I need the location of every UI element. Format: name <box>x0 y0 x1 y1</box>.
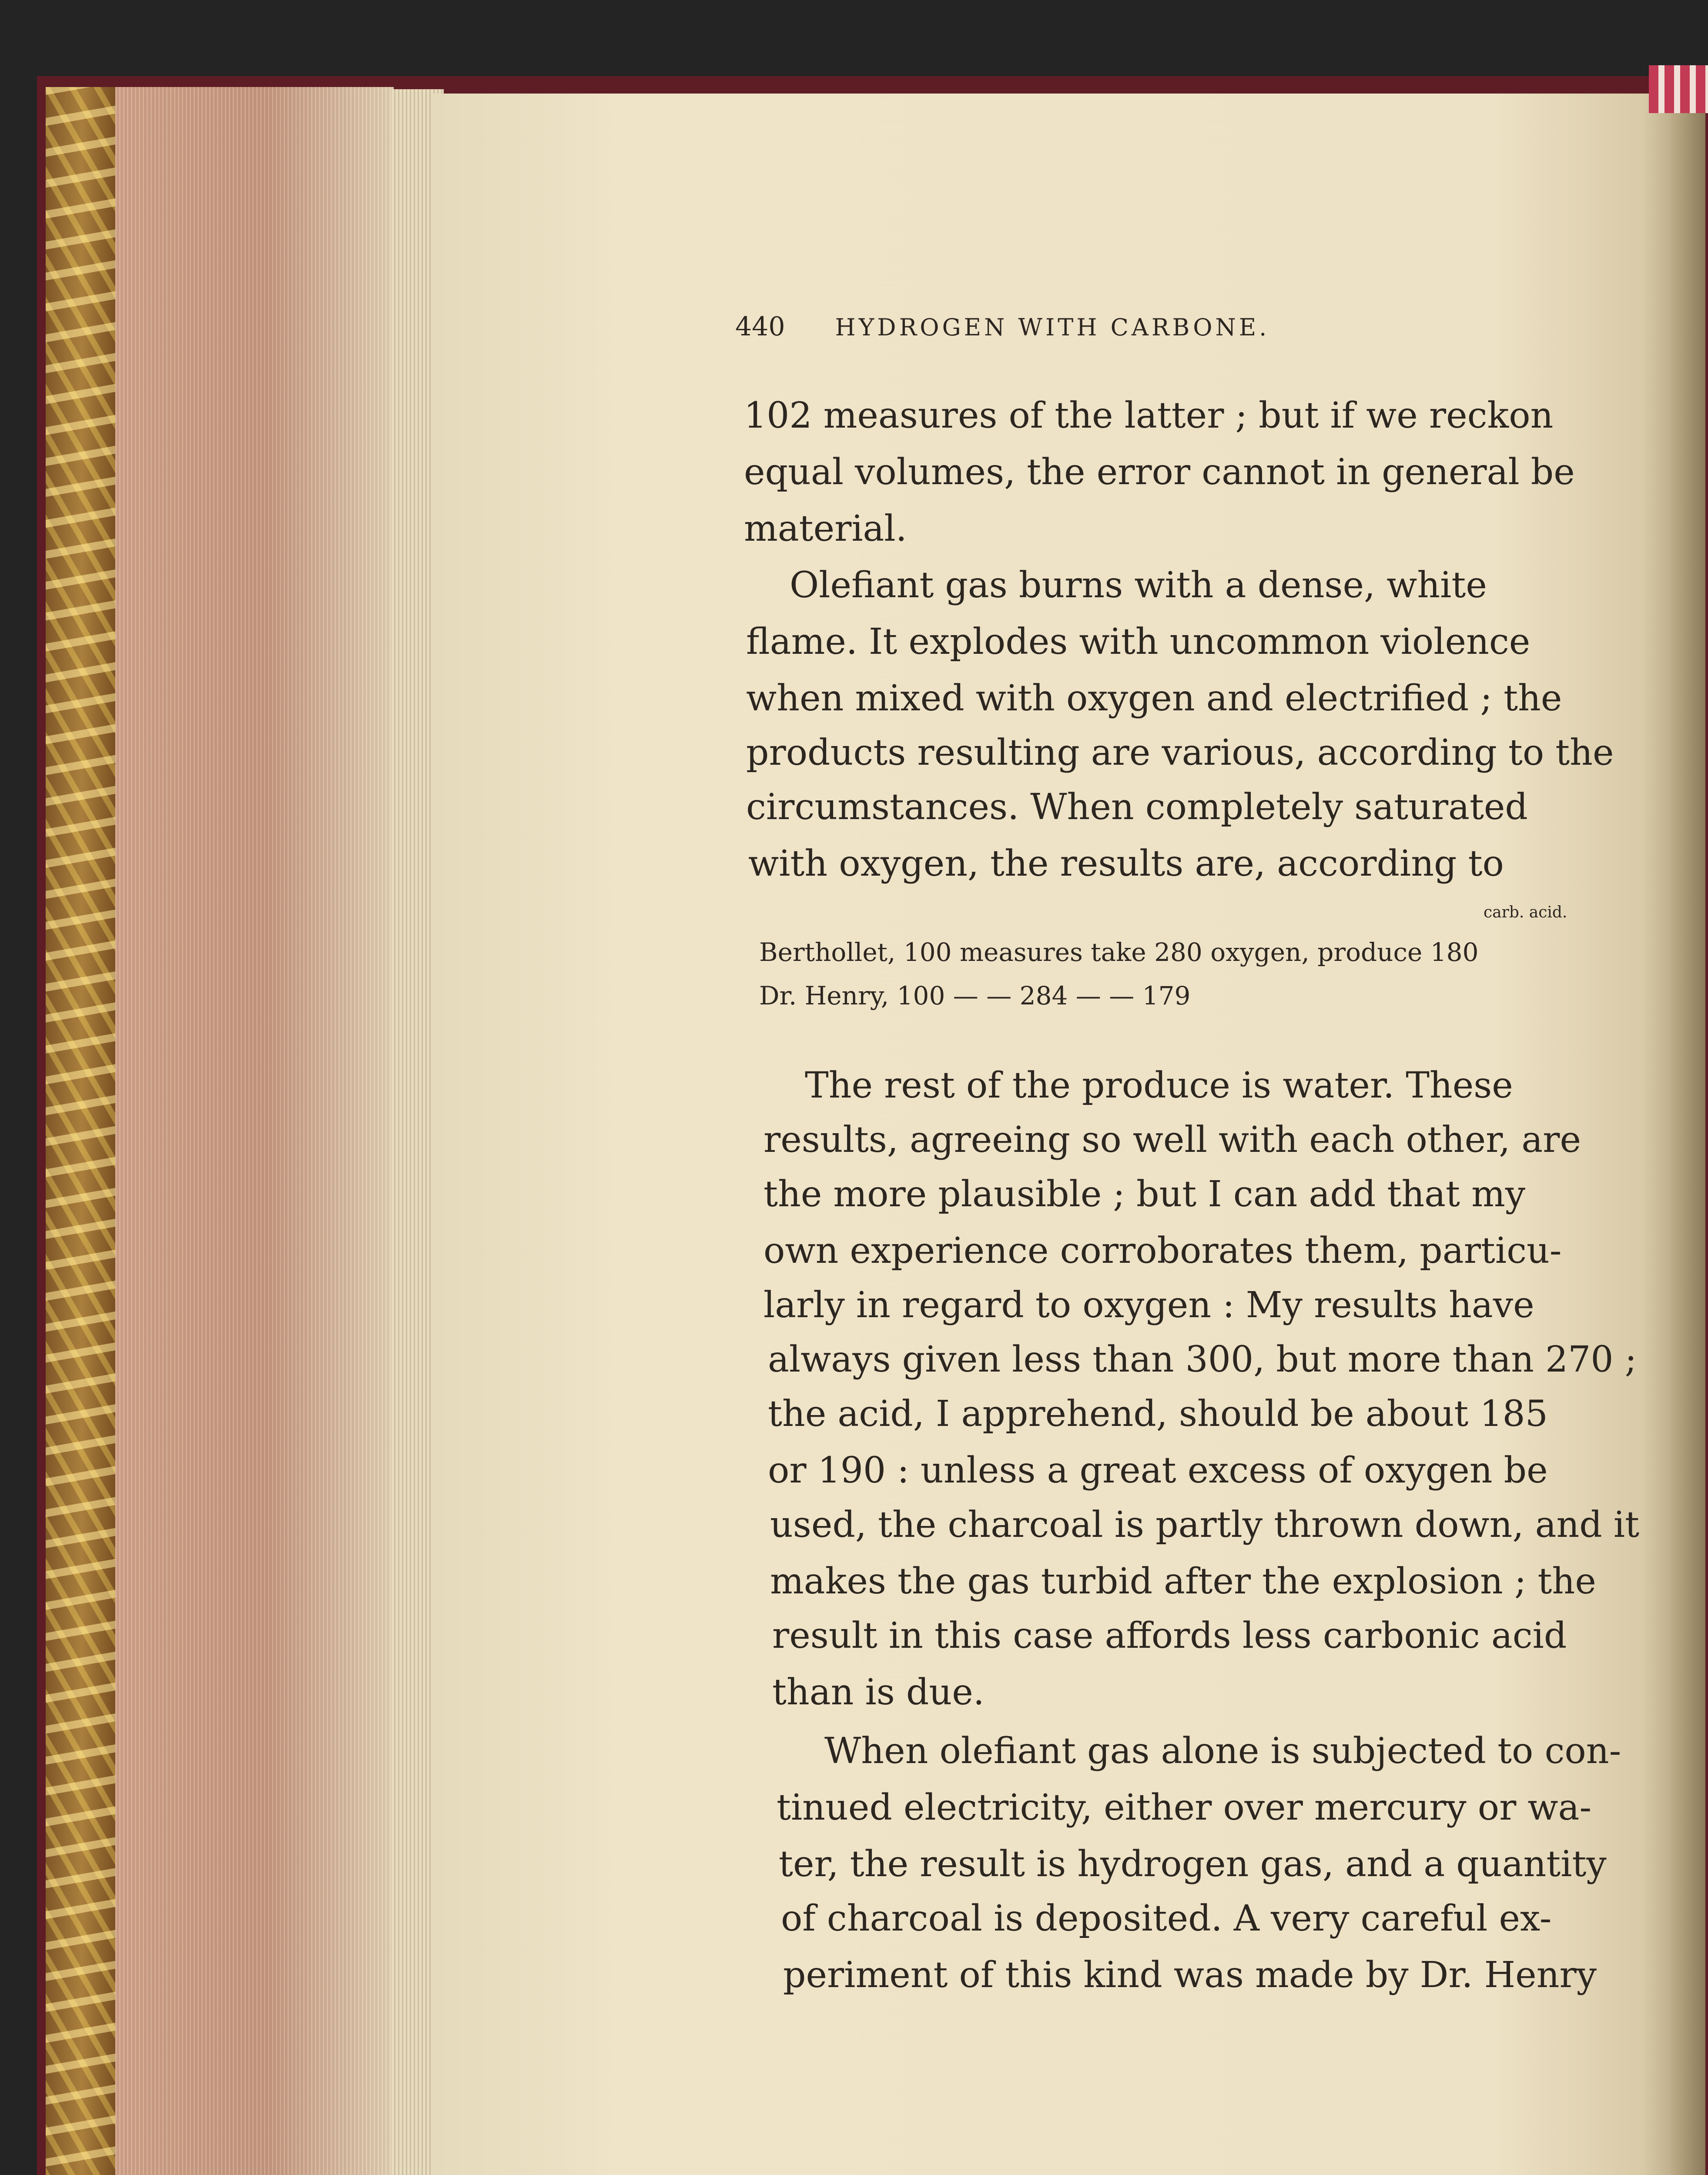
text-line: larly in regard to oxygen : My results have <box>764 1285 1534 1326</box>
gilt-border-decoration <box>46 87 117 2175</box>
text-line: the acid, I apprehend, should be about 185 <box>768 1393 1548 1435</box>
text-line: own experience corroborates them, particu- <box>764 1230 1562 1272</box>
text-line: tinued electricity, either over mercury or wa- <box>777 1787 1592 1828</box>
table-column-header: carb. acid. <box>1484 903 1567 921</box>
text-line: results, agreeing so well with each other, are <box>764 1119 1581 1161</box>
text-line: the more plausible ; but I can add that my <box>764 1174 1526 1215</box>
text-line: 102 measures of the latter ; but if we reckon <box>744 395 1554 436</box>
text-line: with oxygen, the results are, according to <box>748 843 1504 884</box>
text-line: ter, the result is hydrogen gas, and a quantity <box>779 1844 1607 1885</box>
text-line: used, the charcoal is partly thrown down, and it <box>770 1504 1640 1546</box>
page-block-edge <box>115 87 394 2175</box>
text-line: makes the gas turbid after the explosion ; the <box>770 1561 1596 1602</box>
text-line: products resulting are various, according to the <box>746 732 1614 773</box>
text-line: periment of this kind was made by Dr. Henry <box>783 1954 1597 1996</box>
text-line: or 190 : unless a great excess of oxygen be <box>768 1450 1548 1491</box>
text-line: of charcoal is deposited. A very careful ex- <box>781 1898 1552 1939</box>
text-line: When olefiant gas alone is subjected to con- <box>824 1730 1621 1772</box>
text-line: The rest of the produce is water. These <box>805 1065 1513 1106</box>
text-line: result in this case affords less carbonic acid <box>772 1615 1567 1656</box>
text-line: material. <box>744 508 907 549</box>
text-line: flame. It explodes with uncommon violence <box>746 621 1531 663</box>
table-row: Berthollet, 100 measures take 280 oxygen, produce 180 <box>759 937 1479 967</box>
facing-page-edge <box>1671 91 1705 2175</box>
ribbon-marker <box>1649 65 1708 113</box>
text-line: when mixed with oxygen and electrified ; the <box>746 678 1562 719</box>
running-title: HYDROGEN WITH CARBONE. <box>835 314 1270 341</box>
text-line: than is due. <box>772 1672 985 1713</box>
page-number: 440 <box>735 311 785 342</box>
running-header <box>735 311 1269 342</box>
text-line: Olefiant gas burns with a dense, white <box>790 565 1487 606</box>
table-row: Dr. Henry, 100 — — 284 — — 179 <box>759 981 1191 1011</box>
text-line: equal volumes, the error cannot in general be <box>744 452 1575 493</box>
text-line: circumstances. When completely saturated <box>746 786 1528 828</box>
text-line: always given less than 300, but more than 270 ; <box>768 1339 1637 1380</box>
